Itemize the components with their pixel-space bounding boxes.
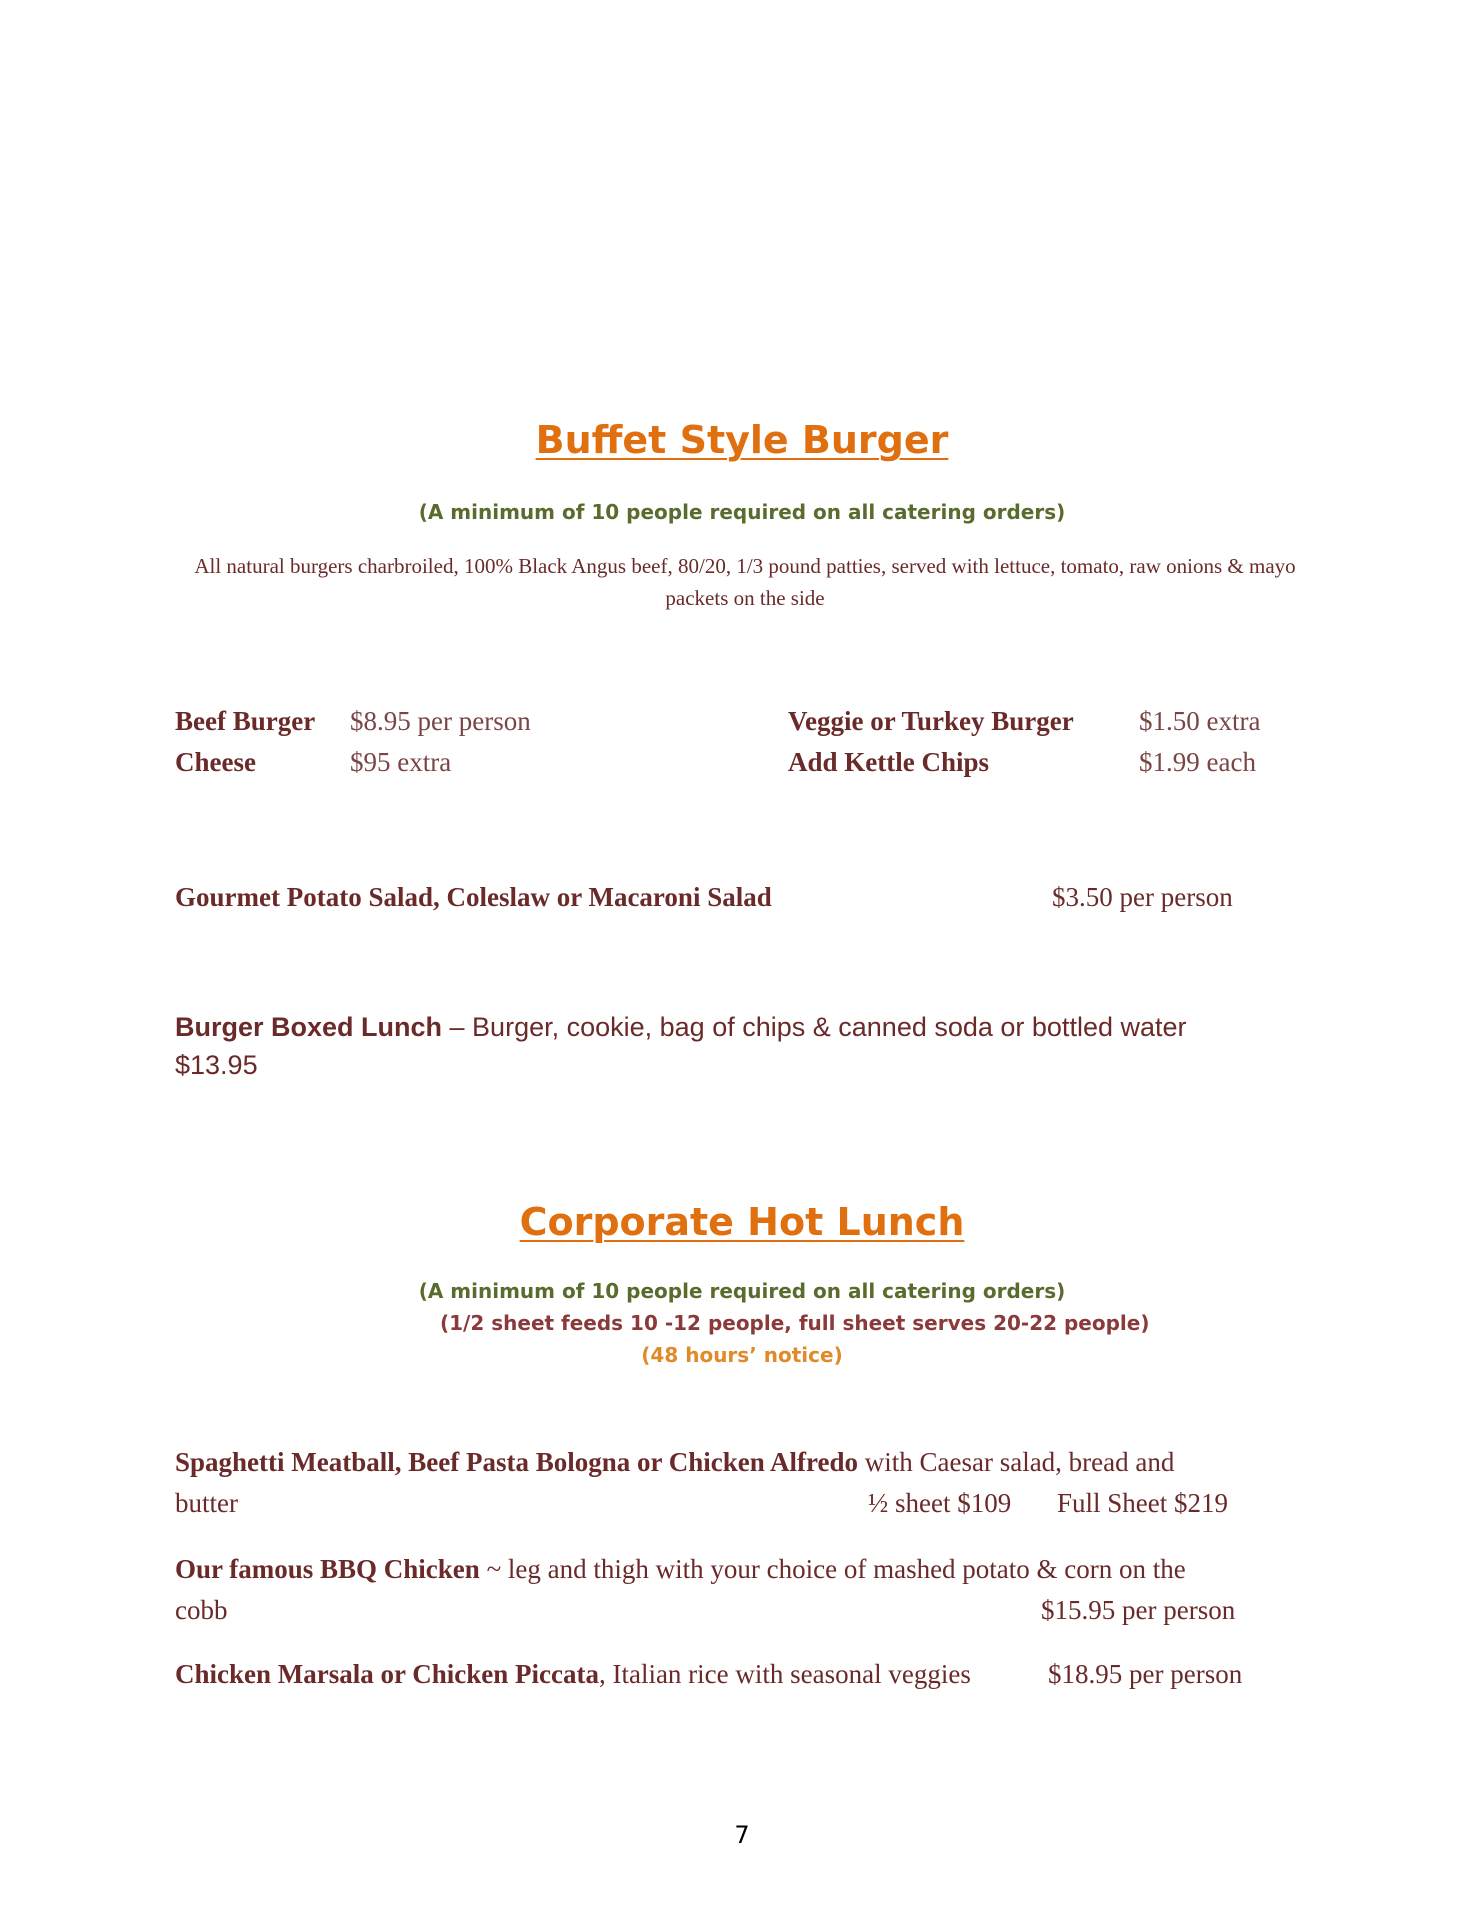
salad-price: $3.50 per person bbox=[1052, 882, 1233, 912]
pasta-line-2: butter bbox=[175, 1488, 238, 1518]
pasta-line-1: Spaghetti Meatball, Beef Pasta Bologna or Chicken Alfredo with Caesar salad, bread and bbox=[175, 1447, 1175, 1477]
corporate-section-title: Corporate Hot Lunch bbox=[519, 1200, 965, 1244]
beef-burger-label: Beef Burger bbox=[175, 706, 316, 736]
burger-minimum-note: (A minimum of 10 people required on all catering orders) bbox=[418, 500, 1066, 524]
salad-label: Gourmet Potato Salad, Coleslaw or Macaroni Salad bbox=[175, 882, 772, 912]
sheet-size-note: (1/2 sheet feeds 10 -12 people, full sheet serves 20-22 people) bbox=[440, 1311, 1150, 1335]
beef-burger-price: $8.95 per person bbox=[350, 706, 531, 736]
cheese-price: $95 extra bbox=[350, 747, 452, 777]
bbq-line-2: cobb bbox=[175, 1595, 228, 1625]
pasta-full-sheet-price: Full Sheet $219 bbox=[1057, 1488, 1229, 1518]
pasta-half-sheet-price: ½ sheet $109 bbox=[868, 1488, 1012, 1518]
corporate-minimum-note: (A minimum of 10 people required on all catering orders) bbox=[418, 1279, 1066, 1303]
kettle-chips-label: Add Kettle Chips bbox=[788, 747, 990, 777]
veggie-turkey-price: $1.50 extra bbox=[1139, 706, 1261, 736]
boxed-lunch-price: $13.95 bbox=[175, 1050, 258, 1080]
marsala-line: Chicken Marsala or Chicken Piccata, Italian rice with seasonal veggies bbox=[175, 1659, 971, 1689]
marsala-price: $18.95 per person bbox=[1048, 1659, 1243, 1689]
notice-note: (48 hours’ notice) bbox=[641, 1343, 843, 1367]
bbq-price: $15.95 per person bbox=[1041, 1595, 1236, 1625]
boxed-lunch-line: Burger Boxed Lunch – Burger, cookie, bag of chips & canned soda or bottled water bbox=[175, 1012, 1187, 1042]
page-number: 7 bbox=[734, 1821, 750, 1849]
kettle-chips-price: $1.99 each bbox=[1139, 747, 1256, 777]
veggie-turkey-label: Veggie or Turkey Burger bbox=[788, 706, 1074, 736]
burger-section-title: Buffet Style Burger bbox=[535, 418, 949, 462]
bbq-line-1: Our famous BBQ Chicken ~ leg and thigh with your choice of mashed potato & corn on the bbox=[175, 1554, 1186, 1584]
burger-description: All natural burgers charbroiled, 100% Black Angus beef, 80/20, 1/3 pound patties, served with lettuce, tomato, raw onions & mayo packets on the side bbox=[194, 554, 1296, 610]
cheese-label: Cheese bbox=[175, 747, 256, 777]
